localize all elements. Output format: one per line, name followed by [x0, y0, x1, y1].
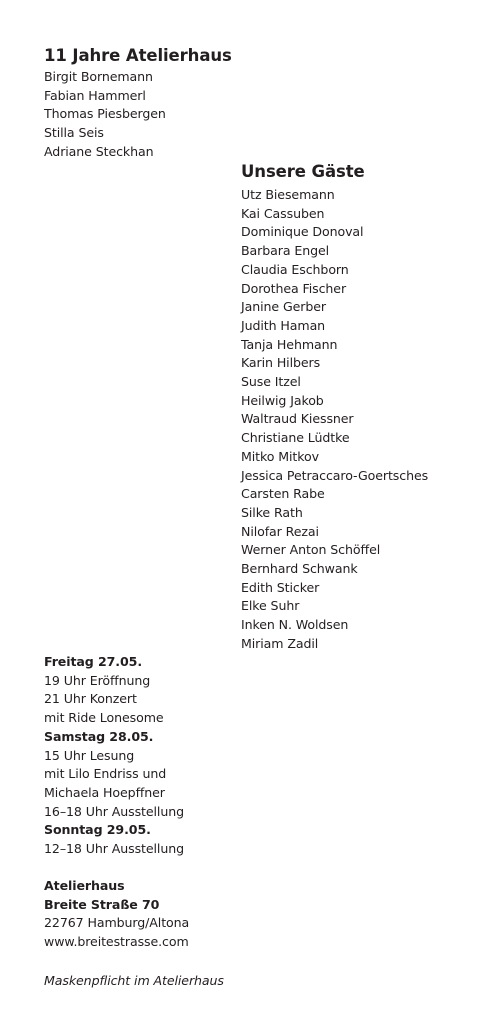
list-item: Christiane Lüdtke: [241, 430, 350, 446]
schedule-line: 12–18 Uhr Ausstellung: [44, 841, 184, 857]
schedule-line: 21 Uhr Konzert: [44, 691, 137, 707]
list-item: Barbara Engel: [241, 243, 330, 259]
list-item: Waltraud Kiessner: [241, 411, 354, 427]
list-item: Janine Gerber: [241, 299, 326, 315]
list-item: Karin Hilbers: [241, 355, 321, 371]
list-item: Carsten Rabe: [241, 486, 325, 502]
list-item: Silke Rath: [241, 504, 303, 520]
list-item: Miriam Zadil: [241, 635, 319, 651]
schedule-line: mit Ride Lonesome: [44, 710, 164, 726]
schedule-line: 19 Uhr Eröffnung: [44, 672, 151, 688]
list-item: Stilla Seis: [44, 125, 104, 141]
list-item: Suse Itzel: [241, 374, 301, 390]
schedule-section: [44, 653, 184, 859]
list-item: Dominique Donoval: [241, 224, 364, 240]
list-item: Thomas Piesbergen: [44, 106, 166, 122]
guests-section: [241, 162, 428, 654]
list-item: Judith Haman: [241, 317, 326, 333]
list-item: Inken N. Woldsen: [241, 617, 349, 633]
schedule-day-saturday: Samstag 28.05.: [44, 728, 154, 744]
list-item: Adriane Steckhan: [44, 143, 154, 159]
list-item: Bernhard Schwank: [241, 561, 358, 577]
list-item: Nilofar Rezai: [241, 523, 319, 539]
list-item: Utz Biesemann: [241, 187, 335, 202]
list-item: Werner Anton Schöffel: [241, 542, 381, 558]
list-item: Edith Sticker: [241, 579, 320, 595]
list-item: Heilwig Jakob: [241, 392, 324, 408]
schedule-line: 15 Uhr Lesung: [44, 747, 135, 763]
list-item: Claudia Eschborn: [241, 261, 349, 277]
list-item: Dorothea Fischer: [241, 280, 347, 296]
list-item: Birgit Bornemann: [44, 69, 153, 84]
list-item: Kai Cassuben: [241, 205, 325, 221]
mask-note: Maskenpflicht im Atelierhaus: [44, 973, 224, 988]
address-section: [44, 877, 189, 952]
list-item: Fabian Hammerl: [44, 87, 146, 103]
address-city: 22767 Hamburg/Altona: [44, 915, 190, 931]
list-item: Elke Suhr: [241, 598, 300, 614]
address-name: Atelierhaus: [44, 878, 125, 893]
members-section: [44, 46, 232, 162]
schedule-line: 16–18 Uhr Ausstellung: [44, 803, 184, 819]
schedule-day-sunday: Sonntag 29.05.: [44, 822, 151, 838]
guests-list: [241, 186, 428, 654]
list-item: Mitko Mitkov: [241, 448, 319, 464]
members-list: [44, 68, 232, 162]
guests-title: Unsere Gäste: [241, 162, 365, 181]
address-web: www.breitestrasse.com: [44, 934, 189, 950]
schedule-line: Michaela Hoepffner: [44, 784, 165, 800]
address-street: Breite Straße 70: [44, 896, 160, 912]
list-item: Tanja Hehmann: [241, 336, 338, 352]
members-title: 11 Jahre Atelierhaus: [44, 46, 232, 65]
schedule-day-friday: Freitag 27.05.: [44, 654, 143, 669]
list-item: Jessica Petraccaro-Goertsches: [241, 467, 429, 483]
schedule-line: mit Lilo Endriss und: [44, 766, 167, 782]
